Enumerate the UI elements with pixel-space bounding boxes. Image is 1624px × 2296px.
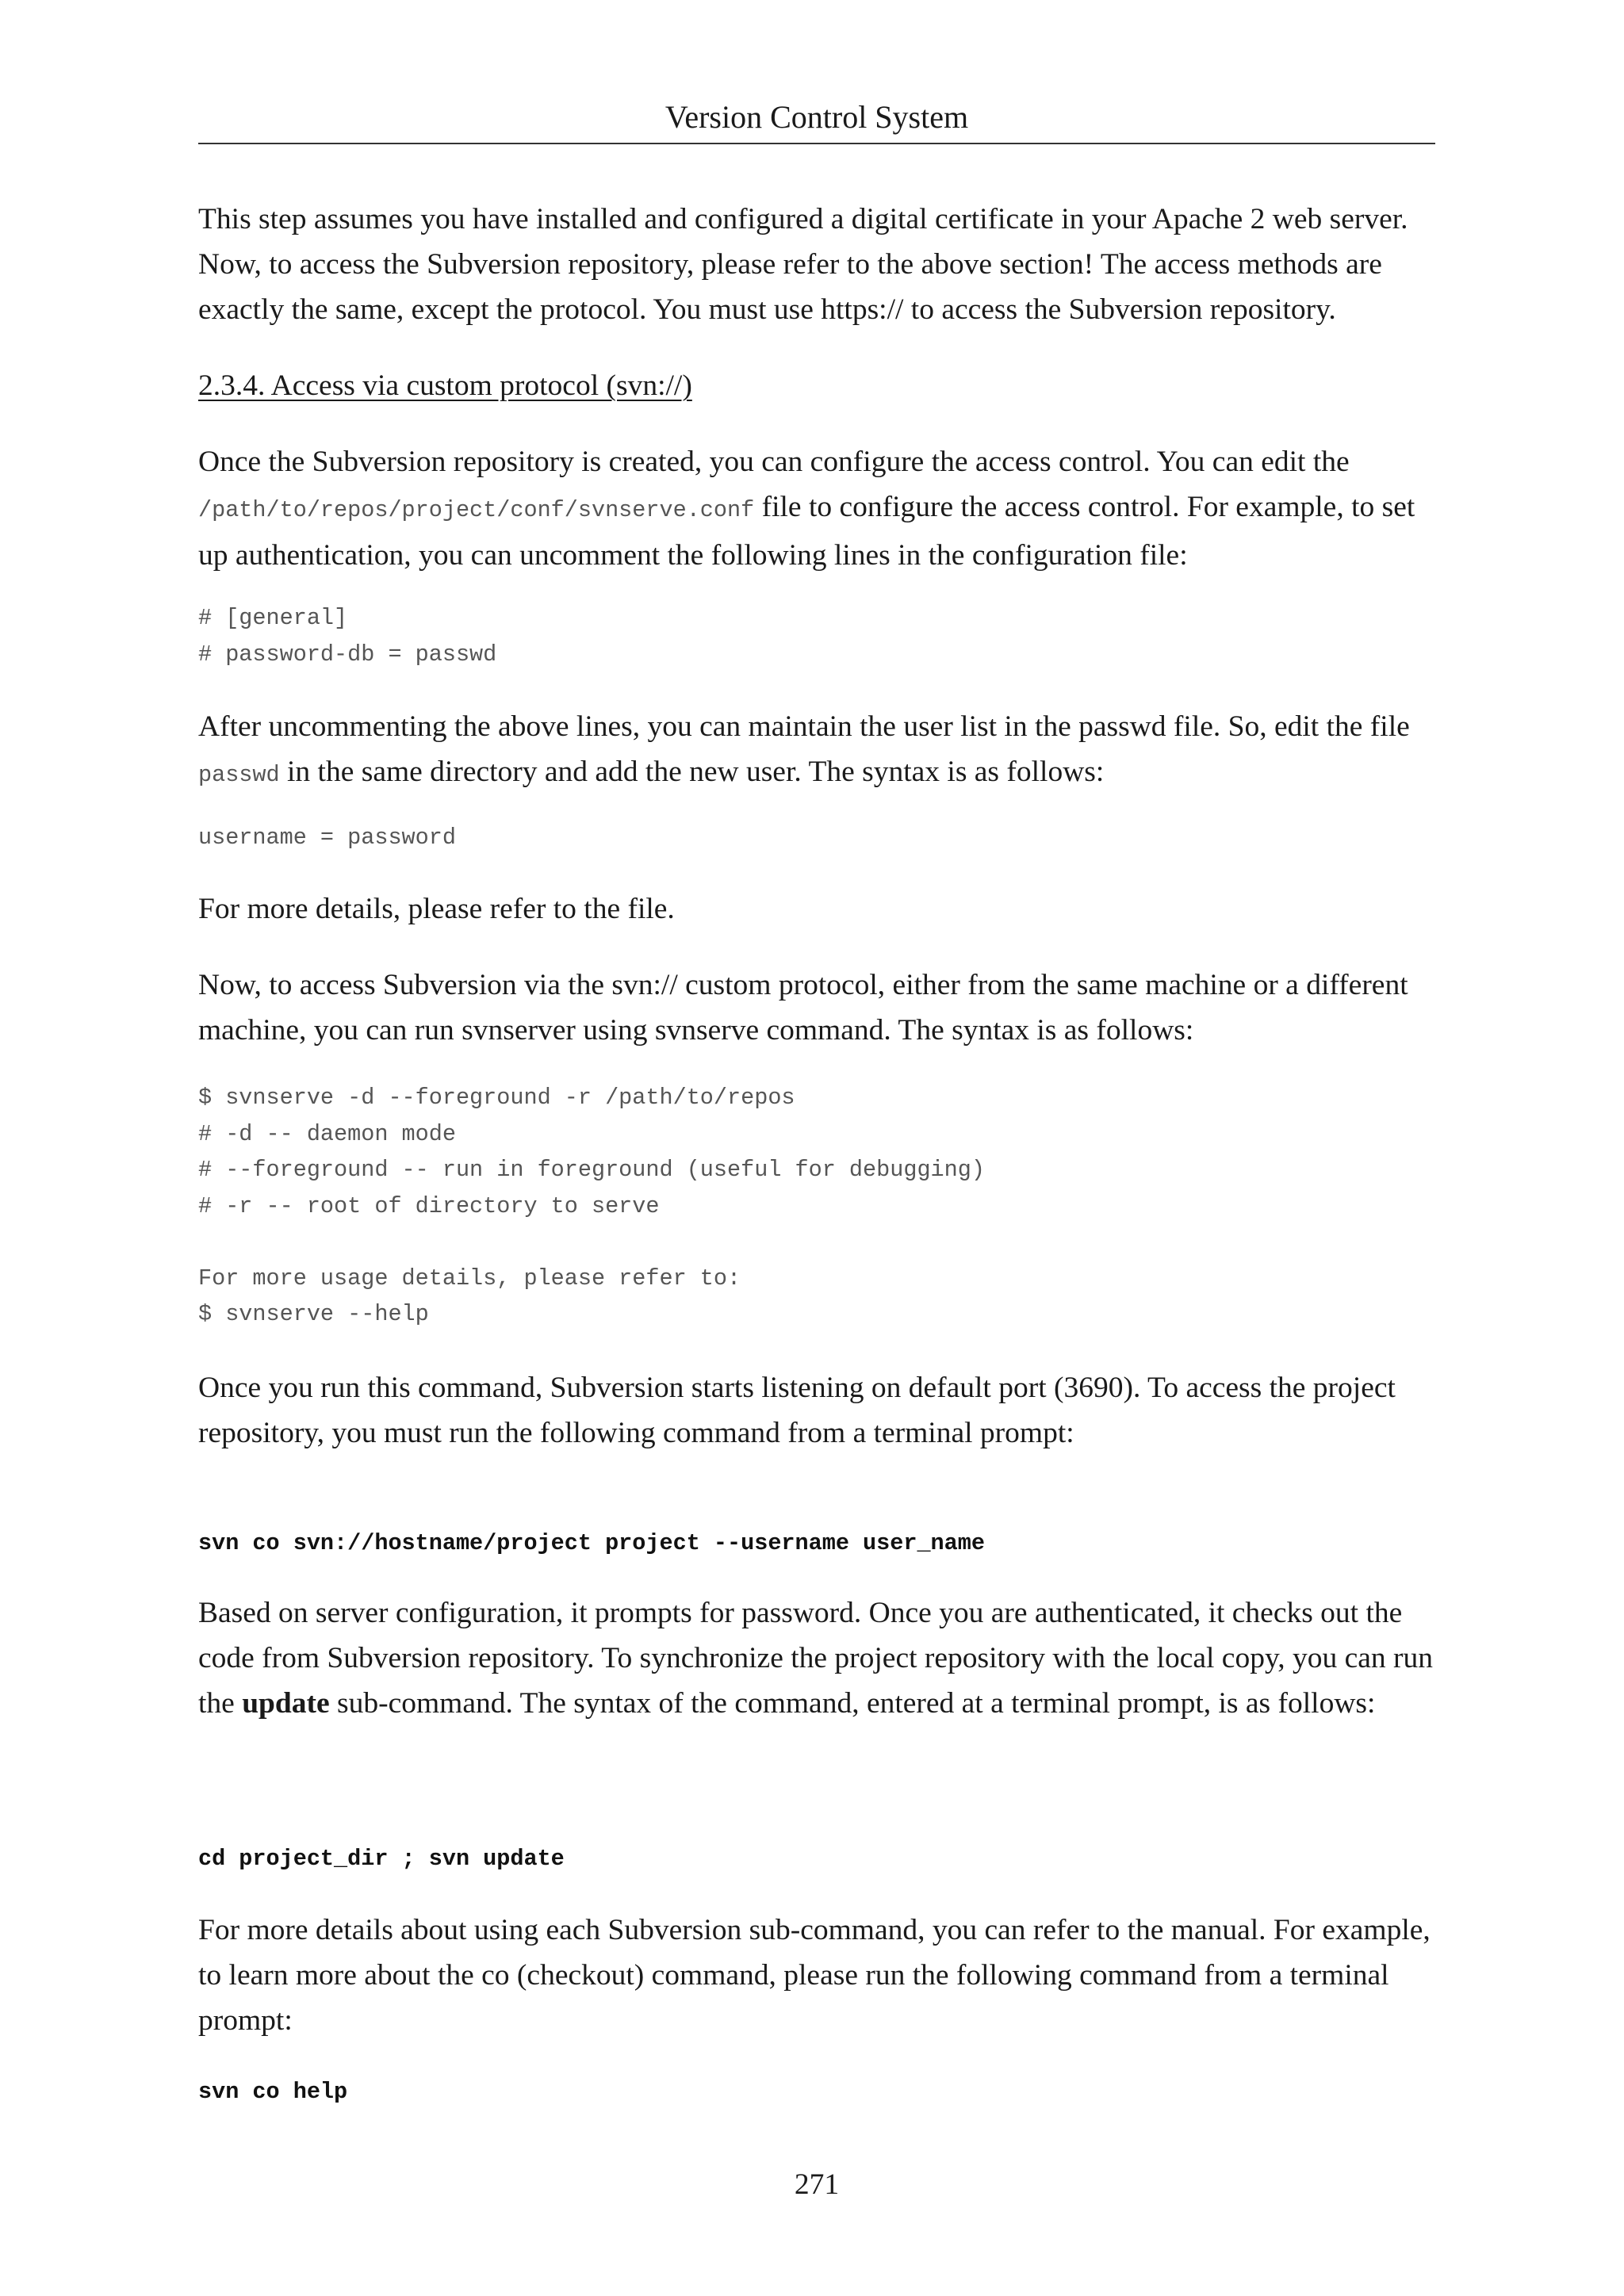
code-line: $ svnserve -d --foreground -r /path/to/repos [198, 1085, 795, 1111]
paragraph-default-port: Once you run this command, Subversion starts listening on default port (3690). To access the project repository, you must run the following command from a terminal prompt: [198, 1372, 1396, 1449]
paragraph-passwd [198, 704, 1435, 798]
paragraph-https-access: This step assumes you have installed and configured a digital certificate in your Apache 2 web server. Now, to access the Subversion repository, please refer to the above section! The access methods are exactly the same, except the protocol. You must use https:// to access the Subversion repository. [198, 203, 1408, 326]
code-block-svnserve [198, 1080, 1435, 1333]
code-line: username = password [198, 825, 456, 851]
paragraph-text: Based on server configuration, it prompts for password. Once you are authenticated, it checks out the code from Subversion repository. To synchronize the project repository with the local copy, you can run the [198, 1597, 1434, 1720]
paragraph-access-control [198, 439, 1435, 578]
code-line: # -d -- daemon mode [198, 1120, 456, 1147]
paragraph-manual: For more details about using each Subversion sub-command, you can refer to the manual. For example, to learn more about the co (checkout) command, please run the following command from a terminal prompt: [198, 1914, 1431, 2037]
passwd-filename: passwd [198, 762, 280, 788]
running-header: Version Control System [665, 99, 969, 135]
paragraph-text: in the same directory and add the new user. The syntax is as follows: [279, 756, 1105, 788]
config-path: /path/to/repos/project/conf/svnserve.conf [198, 497, 755, 523]
command-checkout: svn co svn://hostname/project project --username user_name [198, 1530, 985, 1556]
paragraph-more-details: For more details, please refer to the file. [198, 893, 675, 925]
paragraph-text: sub-command. The syntax of the command, entered at a terminal prompt, is as follows: [329, 1687, 1376, 1720]
paragraph-text: Once the Subversion repository is created, you can configure the access control. You can edit the [198, 446, 1350, 478]
code-line: # password-db = passwd [198, 641, 497, 668]
code-block-config [198, 600, 1435, 672]
header-rule [198, 143, 1435, 144]
paragraph-svnserve: Now, to access Subversion via the svn:// custom protocol, either from the same machine or a different machine, you can run svnserver using svnserve command. The syntax is as follows: [198, 969, 1408, 1047]
code-line: # [general] [198, 605, 348, 631]
paragraph-update [198, 1590, 1435, 1726]
code-line: # -r -- root of directory to serve [198, 1192, 660, 1219]
code-line: For more usage details, please refer to: [198, 1265, 741, 1292]
section-heading: 2.3.4. Access via custom protocol (svn://) [198, 369, 692, 402]
document-page [198, 0, 1435, 2296]
code-line: $ svnserve --help [198, 1301, 429, 1327]
command-help: svn co help [198, 2079, 348, 2105]
command-update: cd project_dir ; svn update [198, 1846, 565, 1872]
paragraph-text: After uncommenting the above lines, you can maintain the user list in the passwd file. So, edit the file [198, 710, 1410, 743]
update-keyword: update [242, 1687, 330, 1720]
page-number: 271 [794, 2168, 840, 2201]
code-line: # --foreground -- run in foreground (useful for debugging) [198, 1157, 985, 1183]
code-block-syntax [198, 820, 1435, 856]
paragraph-text: file to configure the access control. For example, to set up authentication, you can uncomment the following lines in the configuration file: [198, 491, 1415, 572]
code-blank-line [198, 1224, 1435, 1261]
